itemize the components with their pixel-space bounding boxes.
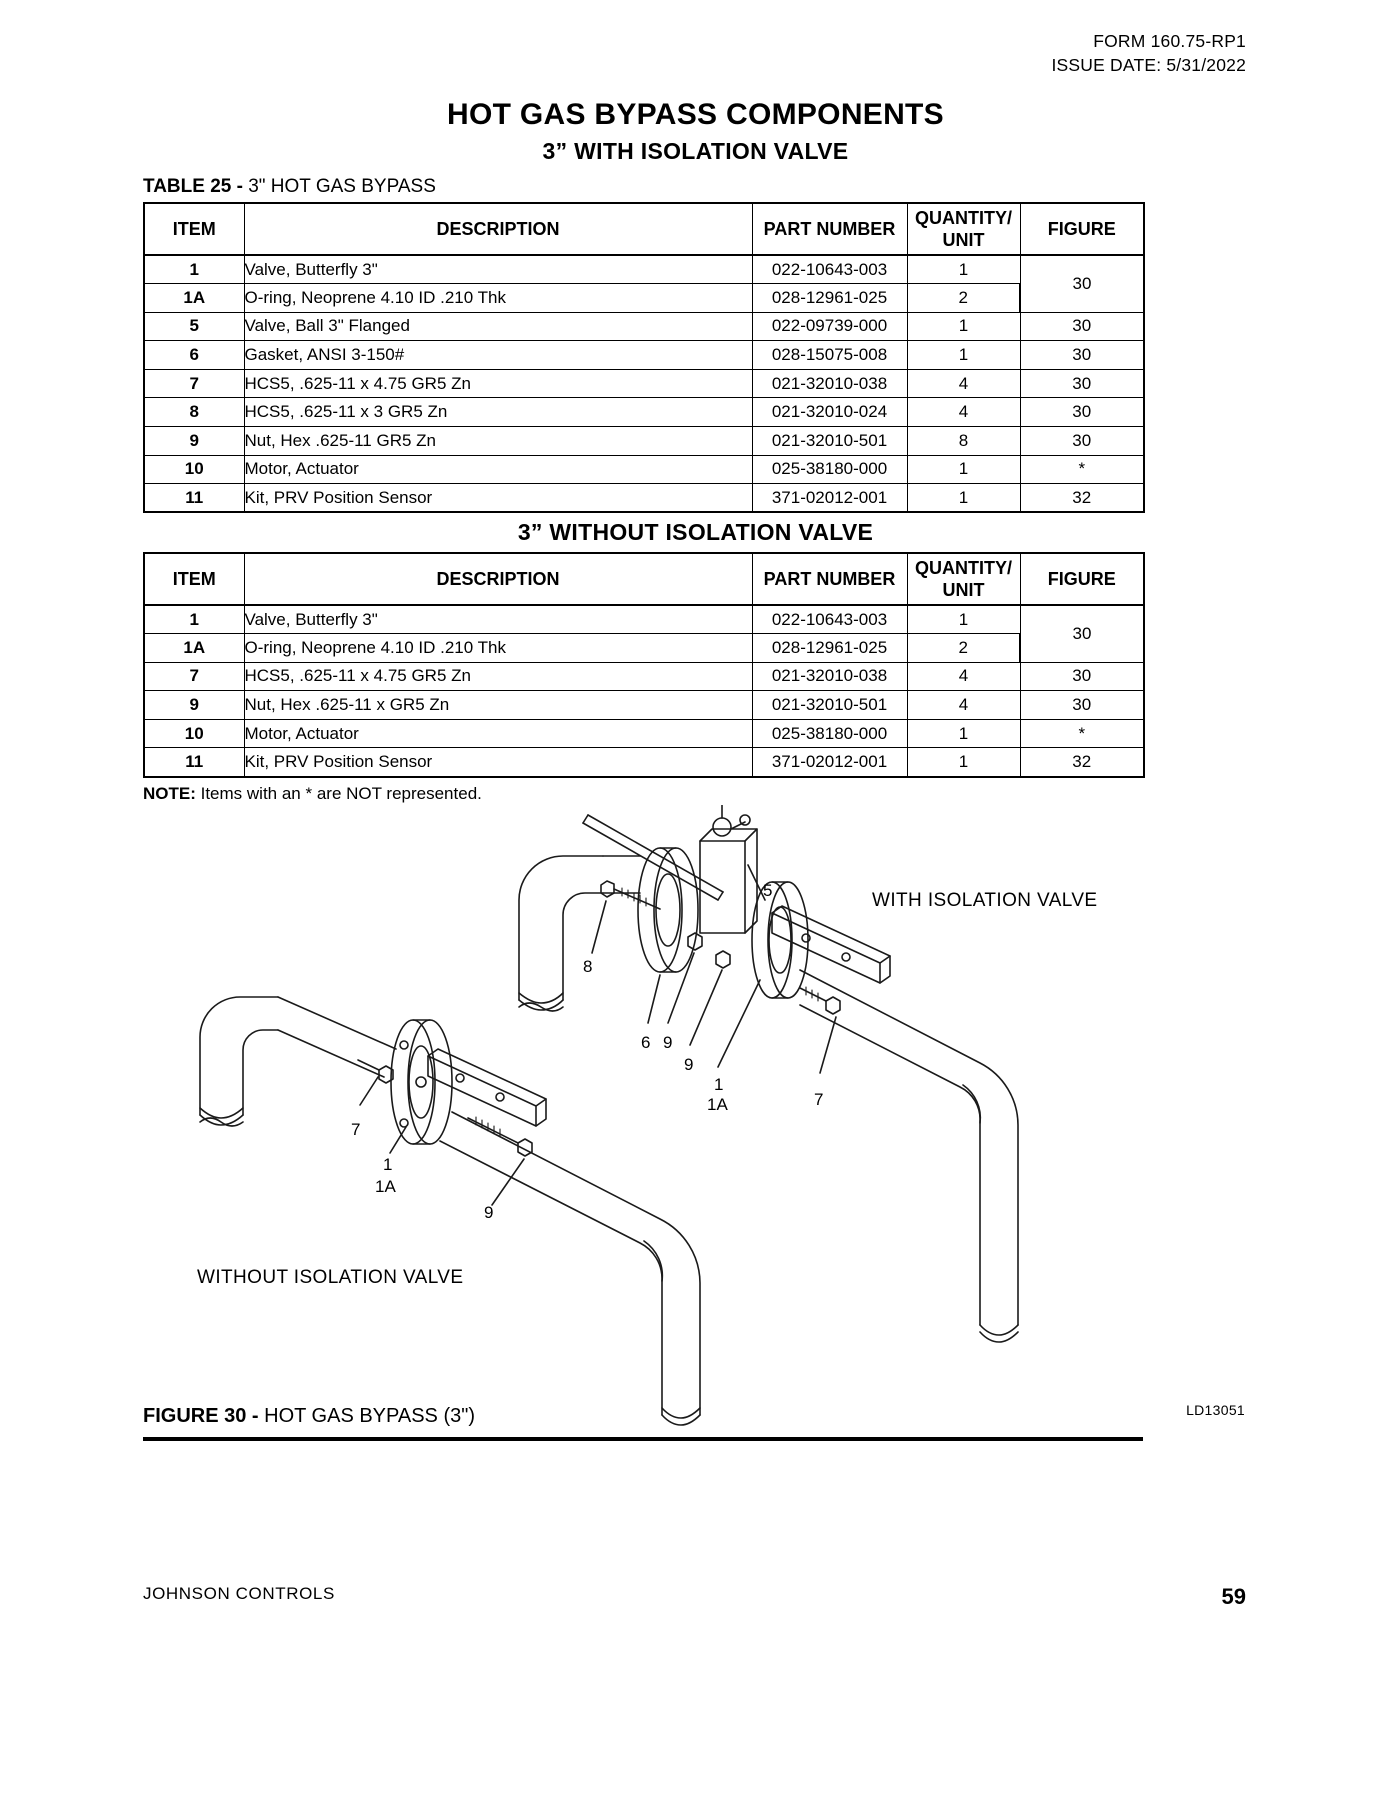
- table-row: [144, 634, 1144, 663]
- cell-description: HCS5, .625-11 x 4.75 GR5 Zn: [244, 369, 752, 398]
- table-without-isolation-valve: [143, 552, 1145, 778]
- cell-item: 8: [144, 398, 244, 427]
- cell-quantity: 2: [907, 634, 1020, 663]
- col-header-quantity-unit: [907, 553, 1020, 605]
- cell-item: 1: [144, 605, 244, 634]
- callout-7-lower: 7: [351, 1120, 361, 1139]
- cell-part-number: 021-32010-024: [752, 398, 907, 427]
- callout-5: 5: [763, 881, 773, 900]
- cell-figure: 30: [1020, 605, 1144, 662]
- table-header: [144, 553, 1144, 605]
- callout-9b: 9: [684, 1055, 694, 1074]
- table-row: [144, 605, 1144, 634]
- col-header-item: ITEM: [144, 203, 244, 255]
- cell-figure: 30: [1020, 398, 1144, 427]
- table-row: [144, 455, 1144, 484]
- cell-part-number: 028-12961-025: [752, 634, 907, 663]
- figure-caption-text: HOT GAS BYPASS (3"): [258, 1405, 475, 1427]
- cell-item: 9: [144, 691, 244, 720]
- cell-description: Motor, Actuator: [244, 719, 752, 748]
- note-label: NOTE:: [143, 784, 196, 803]
- cell-part-number: 021-32010-501: [752, 691, 907, 720]
- cell-item: 10: [144, 455, 244, 484]
- cell-description: Valve, Butterfly 3": [244, 255, 752, 284]
- cell-quantity: 4: [907, 662, 1020, 691]
- cell-item: 11: [144, 748, 244, 777]
- cell-description: HCS5, .625-11 x 4.75 GR5 Zn: [244, 662, 752, 691]
- callout-1-upper: 1: [714, 1075, 724, 1094]
- figure-label-with-isolation: WITH ISOLATION VALVE: [872, 890, 1098, 911]
- cell-part-number: 371-02012-001: [752, 748, 907, 777]
- table-25-label: TABLE 25 -: [143, 176, 243, 197]
- cell-figure: *: [1020, 719, 1144, 748]
- cell-quantity: 1: [907, 748, 1020, 777]
- cell-quantity: 1: [907, 341, 1020, 370]
- note-line: [143, 784, 482, 804]
- table-header: [144, 203, 1144, 255]
- figure-label-without-isolation: WITHOUT ISOLATION VALVE: [197, 1267, 464, 1288]
- quantity-line-1: QUANTITY/: [915, 557, 1012, 578]
- cell-description: HCS5, .625-11 x 3 GR5 Zn: [244, 398, 752, 427]
- cell-description: Kit, PRV Position Sensor: [244, 748, 752, 777]
- col-header-description: DESCRIPTION: [244, 553, 752, 605]
- hot-gas-bypass-isometric-drawing: [0, 805, 1391, 1445]
- cell-quantity: 4: [907, 369, 1020, 398]
- footer-page-number: 59: [1221, 1584, 1246, 1609]
- cell-figure: *: [1020, 455, 1144, 484]
- cell-description: O-ring, Neoprene 4.10 ID .210 Thk: [244, 284, 752, 313]
- table-row: [144, 484, 1144, 513]
- cell-figure: 30: [1020, 369, 1144, 398]
- cell-description: Gasket, ANSI 3-150#: [244, 341, 752, 370]
- cell-part-number: 022-10643-003: [752, 605, 907, 634]
- cell-item: 7: [144, 662, 244, 691]
- cell-part-number: 028-12961-025: [752, 284, 907, 313]
- cell-description: Nut, Hex .625-11 x GR5 Zn: [244, 691, 752, 720]
- cell-description: Motor, Actuator: [244, 455, 752, 484]
- cell-item: 1A: [144, 284, 244, 313]
- cell-item: 11: [144, 484, 244, 513]
- cell-quantity: 1: [907, 455, 1020, 484]
- col-header-figure: FIGURE: [1020, 203, 1144, 255]
- cell-item: 5: [144, 312, 244, 341]
- col-header-part-number: PART NUMBER: [752, 553, 907, 605]
- table-row: [144, 284, 1144, 313]
- callout-7-upper: 7: [814, 1090, 824, 1109]
- table-row: [144, 369, 1144, 398]
- table-row: [144, 255, 1144, 284]
- table-row: [144, 341, 1144, 370]
- col-header-part-number: PART NUMBER: [752, 203, 907, 255]
- cell-figure: 30: [1020, 662, 1144, 691]
- cell-part-number: 028-15075-008: [752, 341, 907, 370]
- cell-quantity: 1: [907, 484, 1020, 513]
- page-title: HOT GAS BYPASS COMPONENTS: [447, 98, 944, 131]
- col-header-figure: FIGURE: [1020, 553, 1144, 605]
- cell-figure: 30: [1020, 341, 1144, 370]
- footer-company: JOHNSON CONTROLS: [143, 1584, 335, 1603]
- callout-9a: 9: [663, 1033, 673, 1052]
- callout-1a-upper: 1A: [707, 1095, 728, 1114]
- table-header-row: [144, 203, 1144, 255]
- cell-item: 7: [144, 369, 244, 398]
- subtitle-with-isolation: 3” WITH ISOLATION VALVE: [542, 138, 849, 164]
- subtitle-without-isolation: 3” WITHOUT ISOLATION VALVE: [517, 519, 874, 545]
- quantity-line-2: UNIT: [942, 230, 985, 250]
- col-header-quantity-unit: [907, 203, 1020, 255]
- callout-6: 6: [641, 1033, 651, 1052]
- cell-description: Valve, Ball 3" Flanged: [244, 312, 752, 341]
- issue-date: ISSUE DATE: 5/31/2022: [1051, 54, 1246, 75]
- cell-part-number: 025-38180-000: [752, 455, 907, 484]
- form-number: FORM 160.75-RP1: [1093, 31, 1246, 51]
- cell-item: 6: [144, 341, 244, 370]
- cell-figure: 30: [1020, 255, 1144, 312]
- cell-figure: 30: [1020, 427, 1144, 456]
- quantity-line-1: QUANTITY/: [915, 207, 1012, 228]
- table-25-caption: [143, 176, 436, 198]
- drawing-code: LD13051: [1186, 1402, 1245, 1418]
- callout-8: 8: [583, 957, 593, 976]
- table-body: [144, 255, 1144, 512]
- cell-part-number: 371-02012-001: [752, 484, 907, 513]
- note-text: Items with an * are NOT represented.: [195, 784, 482, 803]
- cell-part-number: 021-32010-038: [752, 369, 907, 398]
- cell-quantity: 1: [907, 605, 1020, 634]
- table-row: [144, 662, 1144, 691]
- cell-quantity: 1: [907, 312, 1020, 341]
- cell-figure: 32: [1020, 748, 1144, 777]
- cell-quantity: 1: [907, 719, 1020, 748]
- col-header-item: ITEM: [144, 553, 244, 605]
- cell-description: Kit, PRV Position Sensor: [244, 484, 752, 513]
- table-header-row: [144, 553, 1144, 605]
- callout-9-lower: 9: [484, 1203, 494, 1222]
- table-body: [144, 605, 1144, 777]
- cell-item: 1A: [144, 634, 244, 663]
- callout-1-lower: 1: [383, 1155, 393, 1174]
- callout-1a-lower: 1A: [375, 1177, 396, 1196]
- cell-item: 10: [144, 719, 244, 748]
- cell-quantity: 1: [907, 255, 1020, 284]
- cell-quantity: 4: [907, 398, 1020, 427]
- table-row: [144, 691, 1144, 720]
- table-25-caption-text: 3" HOT GAS BYPASS: [242, 176, 436, 197]
- cell-figure: 30: [1020, 691, 1144, 720]
- cell-part-number: 022-09739-000: [752, 312, 907, 341]
- table-row: [144, 719, 1144, 748]
- cell-quantity: 8: [907, 427, 1020, 456]
- cell-figure: 30: [1020, 312, 1144, 341]
- cell-part-number: 025-38180-000: [752, 719, 907, 748]
- cell-description: Valve, Butterfly 3": [244, 605, 752, 634]
- cell-description: Nut, Hex .625-11 GR5 Zn: [244, 427, 752, 456]
- figure-caption-label: FIGURE 30 -: [143, 1405, 259, 1427]
- cell-description: O-ring, Neoprene 4.10 ID .210 Thk: [244, 634, 752, 663]
- figure-30-drawing: [0, 805, 1391, 1445]
- cell-item: 9: [144, 427, 244, 456]
- document-header: [1051, 30, 1246, 77]
- table-row: [144, 427, 1144, 456]
- cell-part-number: 022-10643-003: [752, 255, 907, 284]
- cell-figure: 32: [1020, 484, 1144, 513]
- cell-quantity: 4: [907, 691, 1020, 720]
- col-header-description: DESCRIPTION: [244, 203, 752, 255]
- table-with-isolation-valve: [143, 202, 1145, 513]
- quantity-line-2: UNIT: [942, 580, 985, 600]
- table-row: [144, 398, 1144, 427]
- figure-caption: [143, 1405, 475, 1428]
- table-row: [144, 312, 1144, 341]
- cell-item: 1: [144, 255, 244, 284]
- table-row: [144, 748, 1144, 777]
- horizontal-rule: [143, 1437, 1143, 1441]
- cell-quantity: 2: [907, 284, 1020, 313]
- cell-part-number: 021-32010-501: [752, 427, 907, 456]
- cell-part-number: 021-32010-038: [752, 662, 907, 691]
